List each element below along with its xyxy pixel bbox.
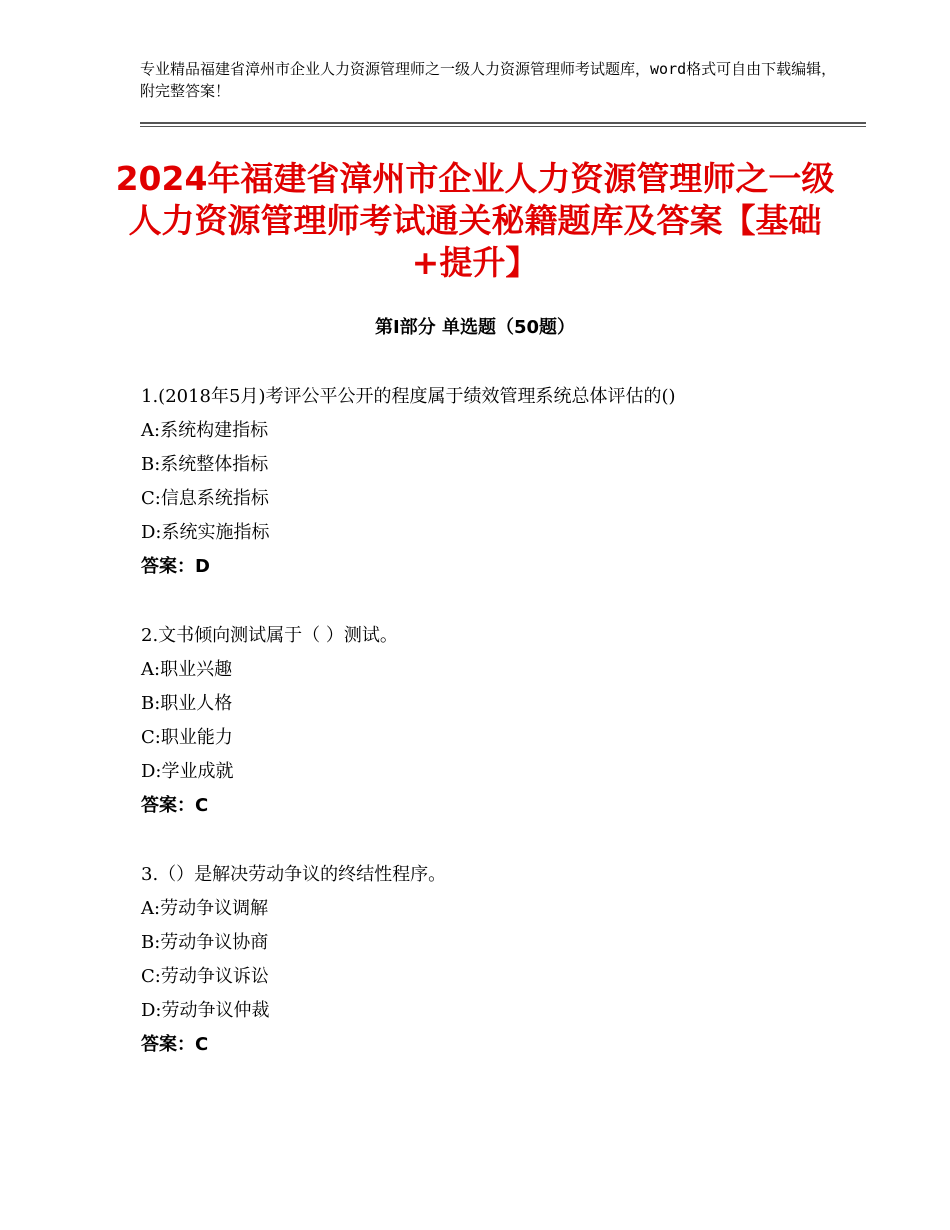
question-2: [141, 619, 861, 823]
answer: 答案：C: [141, 1034, 209, 1055]
option-a: A:职业兴趣: [141, 659, 233, 680]
option-b: B:系统整体指标: [141, 454, 269, 475]
option-a: A:系统构建指标: [141, 420, 269, 441]
question-stem: 3.（）是解决劳动争议的终结性程序。: [141, 864, 447, 885]
option-b: B:劳动争议协商: [141, 932, 269, 953]
option-c: C:职业能力: [141, 727, 233, 748]
answer: 答案：D: [141, 556, 210, 577]
option-c: C:劳动争议诉讼: [141, 966, 269, 987]
option-c: C:信息系统指标: [141, 488, 269, 509]
question-stem: 1.(2018年5月)考评公平公开的程度属于绩效管理系统总体评估的(): [141, 386, 676, 407]
option-a: A:劳动争议调解: [141, 898, 269, 919]
header-rule-thin: [140, 126, 866, 127]
question-stem: 2.文书倾向测试属于（ ）测试。: [141, 625, 398, 646]
option-d: D:系统实施指标: [141, 522, 270, 543]
header-rule-thick: [140, 122, 866, 124]
option-d: D:学业成就: [141, 761, 234, 782]
answer: 答案：C: [141, 795, 209, 816]
option-b: B:职业人格: [141, 693, 233, 714]
question-3: [141, 858, 861, 1062]
header-note: 专业精品福建省漳州市企业人力资源管理师之一级人力资源管理师考试题库，word格式可自由下载编辑，附完整答案！: [140, 60, 837, 100]
question-1: [141, 380, 861, 584]
option-d: D:劳动争议仲裁: [141, 1000, 270, 1021]
section-title: 第Ⅰ部分 单选题（50题）: [374, 317, 575, 338]
document-title: 2024年福建省漳州市企业人力资源管理师之一级人力资源管理师考试通关秘籍题库及答案【基础+提升】: [115, 159, 835, 282]
